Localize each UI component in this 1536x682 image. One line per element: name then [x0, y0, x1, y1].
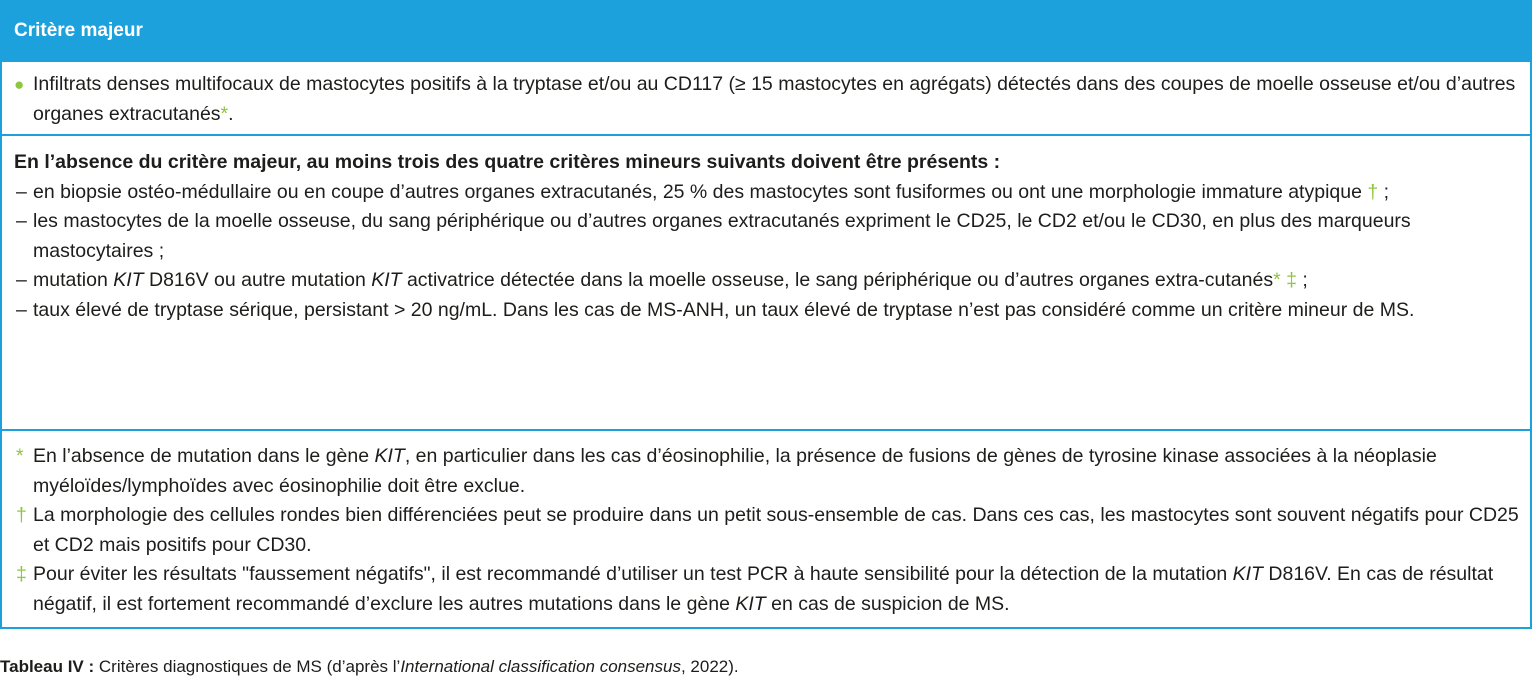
footnote-3-c: en cas de suspicion de MS. — [765, 592, 1010, 615]
footnote-3-b: D816V. En cas de résultat négatif, il est fortement recommandé d’exclure les autres mutations dans le gène — [33, 563, 1494, 615]
minor-criteria-section — [2, 134, 1530, 429]
minor-criterion-2 — [14, 207, 1530, 266]
minor-criterion-3-c: activatrice détectée dans la moelle osseuse, le sang périphérique ou d’autres organes extra-cutanés — [401, 269, 1274, 291]
table-header — [2, 2, 1530, 60]
dash-marker: – — [16, 210, 27, 232]
minor-criterion-1-text: en biopsie ostéo-médullaire ou en coupe d’autres organes extracutanés, 25 % des mastocytes sont fusiformes ou ont une morphologie immature atypique — [33, 180, 1368, 203]
minor-criterion-1-end: ; — [1378, 180, 1390, 203]
asterisk-mark: * — [220, 102, 229, 125]
dash-marker: – — [16, 180, 27, 203]
kit-gene-name: KIT — [735, 592, 766, 615]
major-criterion-end: . — [228, 102, 234, 125]
double-dagger-mark: ‡ — [16, 563, 27, 585]
minor-criterion-2-text: les mastocytes de la moelle osseuse, du sang périphérique ou d’autres organes extracutanés expriment le CD25, le CD2 et/ou le CD30, en plus des marqueurs mastocytaires ; — [33, 210, 1411, 262]
footnote-asterisk — [14, 442, 1530, 501]
footnote-double-dagger — [14, 560, 1530, 619]
minor-criterion-4-text: taux élevé de tryptase sérique, persistant > 20 ng/mL. Dans les cas de MS-ANH, un taux élevé de tryptase n’est pas considéré comme un critère mineur de MS. — [33, 298, 1415, 321]
bullet-icon: ● — [14, 75, 25, 94]
footnote-1-b: , en particulier dans les cas d’éosinophilie, la présence de fusions de gènes de tyrosine kinase associées à la néoplasie myéloïdes/lymphoïdes avec éosinophilie doit être exclue. — [33, 445, 1437, 497]
major-criterion-section — [2, 60, 1530, 134]
dagger-mark: † — [16, 504, 27, 526]
major-criterion — [14, 70, 1530, 129]
minor-criterion-3 — [14, 266, 1530, 296]
minor-criterion-3-end: ; — [1296, 269, 1308, 291]
footnote-2-text: La morphologie des cellules rondes bien différenciées peut se produire dans un petit sous-ensemble de cas. Dans ces cas, les mastocytes sont souvent négatifs pour CD25 et CD2 mais positifs pour CD30. — [33, 504, 1519, 556]
table-caption — [0, 656, 739, 678]
footnotes-section — [2, 429, 1530, 629]
major-criterion-text: Infiltrats denses multifocaux de mastocytes positifs à la tryptase et/ou au CD117 (≥ 15 mastocytes en agrégats) détectés dans des coupes de moelle osseuse et/ou d’autres organes extracutanés — [33, 73, 1516, 125]
minor-criterion-1 — [14, 178, 1530, 208]
caption-text-b: , 2022). — [680, 657, 739, 676]
caption-text-a: Critères diagnostiques de MS (d’après l’ — [94, 657, 401, 676]
asterisk-mark: * — [16, 445, 24, 467]
footnote-3-a: Pour éviter les résultats "faussement négatifs", il est recommandé d’utiliser un test PCR à haute sensibilité pour la détection de la mutation — [33, 563, 1233, 585]
kit-gene-name: KIT — [1232, 563, 1263, 585]
kit-gene-name: KIT — [374, 445, 405, 467]
dagger-mark: † — [1367, 180, 1379, 203]
minor-criterion-3-a: mutation — [33, 269, 114, 291]
minor-criterion-3-b: D816V ou autre mutation — [143, 269, 372, 291]
caption-text-italic: International classification consensus — [400, 657, 681, 676]
minor-criteria-heading: En l’absence du critère majeur, au moins trois des quatre critères mineurs suivants doivent être présents : — [14, 151, 1001, 173]
caption-label: Tableau IV : — [0, 657, 95, 676]
dash-marker: – — [16, 298, 27, 321]
asterisk-double-dagger-mark: * ‡ — [1273, 269, 1297, 291]
kit-gene-name: KIT — [371, 269, 402, 291]
dash-marker: – — [16, 269, 27, 291]
footnote-1-a: En l’absence de mutation dans le gène — [33, 445, 375, 467]
kit-gene-name: KIT — [113, 269, 144, 291]
minor-criterion-4 — [14, 296, 1530, 326]
header-title: Critère majeur — [14, 20, 143, 41]
footnote-dagger — [14, 501, 1530, 560]
